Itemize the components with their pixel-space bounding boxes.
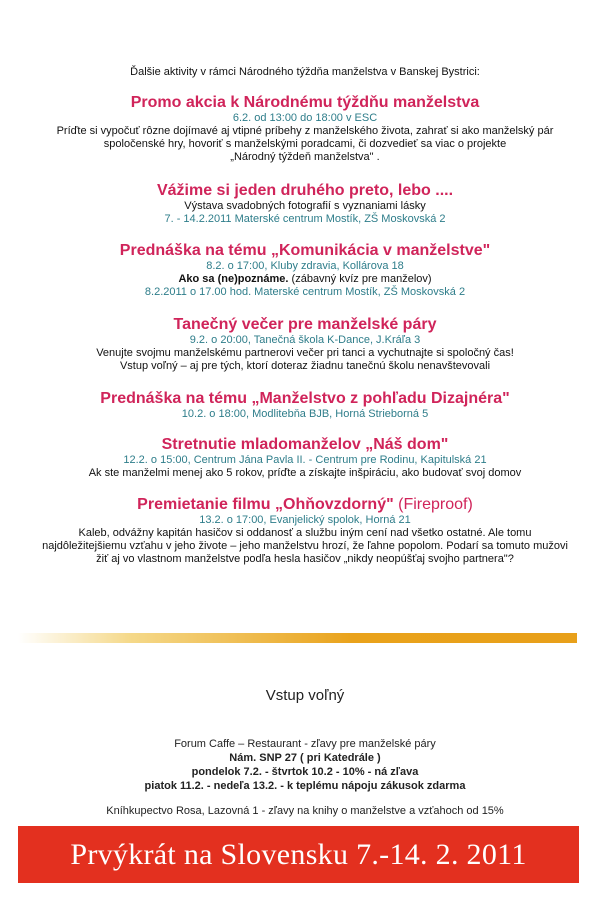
forum-discount-1: pondelok 7.2. - štvrtok 10.2 - 10% - ná zľava bbox=[191, 766, 419, 778]
event-desc-line: spoločenské hry, hovoriť s manželskými poradcami, či dozvedieť sa viac o projekte bbox=[103, 138, 507, 150]
event-promo bbox=[0, 93, 610, 164]
event-date-place-2: 8.2.2011 o 17.00 hod. Materské centrum Mostík, ZŠ Moskovská 2 bbox=[144, 286, 466, 298]
event-date-place: 7. - 14.2.2011 Materské centrum Mostík, ZŠ Moskovská 2 bbox=[164, 213, 446, 225]
event-title: Prednáška na tému „Manželstvo z pohľadu Dizajnéra" bbox=[100, 390, 510, 407]
event-title bbox=[0, 495, 610, 514]
event-title: Vážime si jeden druhého preto, lebo .... bbox=[156, 182, 454, 199]
decorative-band bbox=[18, 633, 577, 643]
event-desc-line bbox=[0, 273, 610, 286]
event-desc-line: Kaleb, odvážny kapitán hasičov si oddanosť a službu iným cení nad všetko ostatné. Ale tomu bbox=[78, 527, 532, 539]
event-date-place: 10.2. o 18:00, Modlitebňa BJB, Horná Strieborná 5 bbox=[181, 408, 429, 420]
forum-line: Forum Caffe – Restaurant - zľavy pre manželské páry bbox=[174, 738, 436, 750]
event-nas-dom bbox=[0, 435, 610, 480]
event-date-place: 13.2. o 17:00, Evanjelický spolok, Horná 21 bbox=[199, 514, 411, 526]
event-desc-line: Vstup voľný – aj pre tých, ktorí doteraz žiadnu tanečnú školu nenavštevovali bbox=[119, 360, 491, 372]
event-desc-line: Príďte si vypočuť rôzne dojímavé aj vtipné príbehy z manželského života, zahrať si ako manželský pár bbox=[56, 125, 554, 137]
event-desc-line: Výstava svadobných fotografií s vyznaniami lásky bbox=[184, 200, 426, 212]
forum-caffe-info bbox=[0, 737, 610, 793]
forum-discount-2: piatok 11.2. - nedeľa 13.2. - k teplému nápoju zákusok zdarma bbox=[144, 780, 466, 792]
event-tanecny-vecer bbox=[0, 315, 610, 373]
event-date-place: 9.2. o 20:00, Tanečná škola K-Dance, J.Kráľa 3 bbox=[189, 334, 421, 346]
footer-banner bbox=[18, 826, 579, 883]
event-komunikacia bbox=[0, 241, 610, 299]
event-date-place: 8.2. o 17:00, Kluby zdravia, Kollárova 18 bbox=[206, 260, 404, 272]
intro-text: Ďalšie aktivity v rámci Národného týždňa manželstva v Banskej Bystrici: bbox=[130, 66, 480, 78]
event-title-extra: (Fireproof) bbox=[393, 496, 473, 513]
event-desc-line: Venujte svojmu manželskému partnerovi večer pri tanci a vychutnajte si spoločný čas! bbox=[96, 347, 514, 359]
footer-text: Prvýkrát na Slovensku 7.-14. 2. 2011 bbox=[70, 837, 527, 871]
event-title: Stretnutie mladomanželov „Náš dom" bbox=[161, 436, 449, 453]
event-bold-text: Ako sa (ne)poznáme. bbox=[178, 273, 289, 285]
event-date-place: 6.2. od 13:00 do 18:00 v ESC bbox=[232, 112, 378, 124]
event-title: Promo akcia k Národnému týždňu manželstva bbox=[130, 94, 480, 111]
event-desc-line: najdôležitejšiemu vzťahu v jeho živote – jeho manželstvu hrozí, že ľahne popolom. Podarí sa tomuto mužovi bbox=[42, 540, 568, 552]
event-date-place: 12.2. o 15:00, Centrum Jána Pavla II. - Centrum pre Rodinu, Kapitulská 21 bbox=[123, 454, 487, 466]
event-desc-line: žiť aj vo vlastnom manželstve podľa hesla hasičov „nikdy neopúšťaj svojho partnera"? bbox=[96, 553, 514, 565]
vstup-volny-heading: Vstup voľný bbox=[265, 687, 345, 704]
event-desc-line: Ak ste manželmi menej ako 5 rokov, príďte a získajte inšpiráciu, ako budovať svoj domov bbox=[88, 467, 522, 479]
event-dizajner bbox=[0, 389, 610, 421]
event-title: Prednáška na tému „Komunikácia v manželstve" bbox=[119, 242, 491, 259]
event-rest-text: (zábavný kvíz pre manželov) bbox=[288, 273, 432, 285]
kniha-rosa-info: Kníhkupectvo Rosa, Lazovná 1 - zľavy na knihy o manželstve a vzťahoch od 15% bbox=[106, 805, 504, 817]
event-desc-line: „Národný týždeň manželstva" . bbox=[230, 151, 380, 163]
event-vystava bbox=[0, 181, 610, 226]
event-title-main: Premietanie filmu „Ohňovzdorný" bbox=[137, 496, 394, 513]
forum-address: Nám. SNP 27 ( pri Katedrále ) bbox=[229, 752, 381, 764]
event-title: Tanečný večer pre manželské páry bbox=[173, 316, 437, 333]
event-film bbox=[0, 495, 610, 566]
